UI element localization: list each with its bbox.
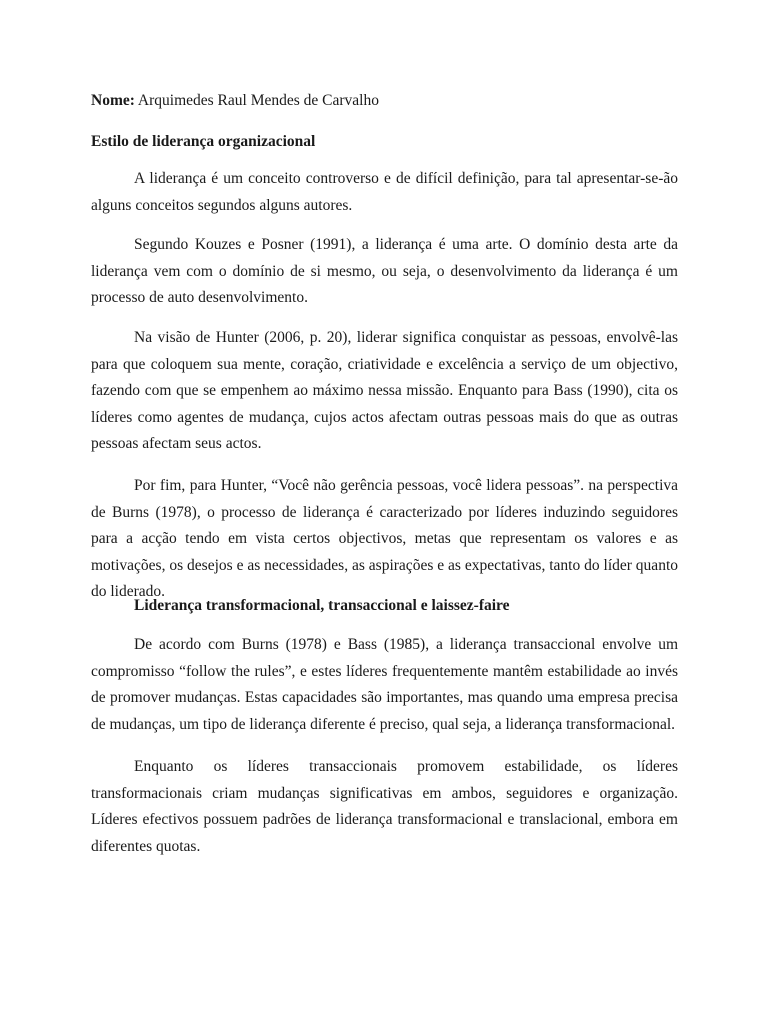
paragraph-transformational-leaders: Enquanto os líderes transaccionais promovem estabilidade, os líderes transformacionais criam mudanças significativas em ambos, seguidores e organização. Líderes efectivos possuem padrões de liderança transformacional e translacional, embora em diferentes quotas. bbox=[91, 758, 678, 855]
author-name-value: Arquimedes Raul Mendes de Carvalho bbox=[134, 92, 379, 109]
paragraph-hunter-bass: Na visão de Hunter (2006, p. 20), liderar significa conquistar as pessoas, envolvê-las para que coloquem sua mente, coração, criatividade e excelência a serviço de um objectivo, fazendo com que se empenhem ao máximo nessa missão. Enquanto para Bass (1990), cita os líderes como agentes de mudança, cujos actos afectam outras pessoas mais do que as outras pessoas afectam seus actos. bbox=[91, 329, 678, 453]
section-heading-leadership-types: Liderança transformacional, transaccional e laissez-faire bbox=[134, 597, 510, 614]
author-name-label: Nome: bbox=[91, 92, 135, 109]
paragraph-transactional-leadership: De acordo com Burns (1978) e Bass (1985), a liderança transaccional envolve um compromisso “follow the rules”, e estes líderes frequentemente mantêm estabilidade ao invés de promover mudanças. Estas capacidades são importantes, mas quando uma empresa precisa de mudanças, um tipo de liderança diferente é preciso, qual seja, a liderança transformacional. bbox=[91, 636, 678, 733]
paragraph-kouzes-posner: Segundo Kouzes e Posner (1991), a liderança é uma arte. O domínio desta arte da liderança vem com o domínio de si mesmo, ou seja, o desenvolvimento da liderança é um processo de auto desenvolvimento. bbox=[91, 236, 678, 307]
paragraph-hunter-burns: Por fim, para Hunter, “Você não gerência pessoas, você lidera pessoas”. na perspectiva de Burns (1978), o processo de liderança é caracterizado por líderes induzindo seguidores para a acção tendo em vista certos objectivos, metas que representam os valores e as motivações, os desejos e as necessidades, as aspirações e as expectativas, tanto do líder quanto do liderado. bbox=[91, 477, 678, 601]
author-name-line bbox=[91, 91, 379, 111]
section-heading-leadership-style: Estilo de liderança organizacional bbox=[91, 133, 316, 150]
paragraph-leadership-concept: A liderança é um conceito controverso e de difícil definição, para tal apresentar-se-ão alguns conceitos segundos alguns autores. bbox=[91, 170, 678, 214]
